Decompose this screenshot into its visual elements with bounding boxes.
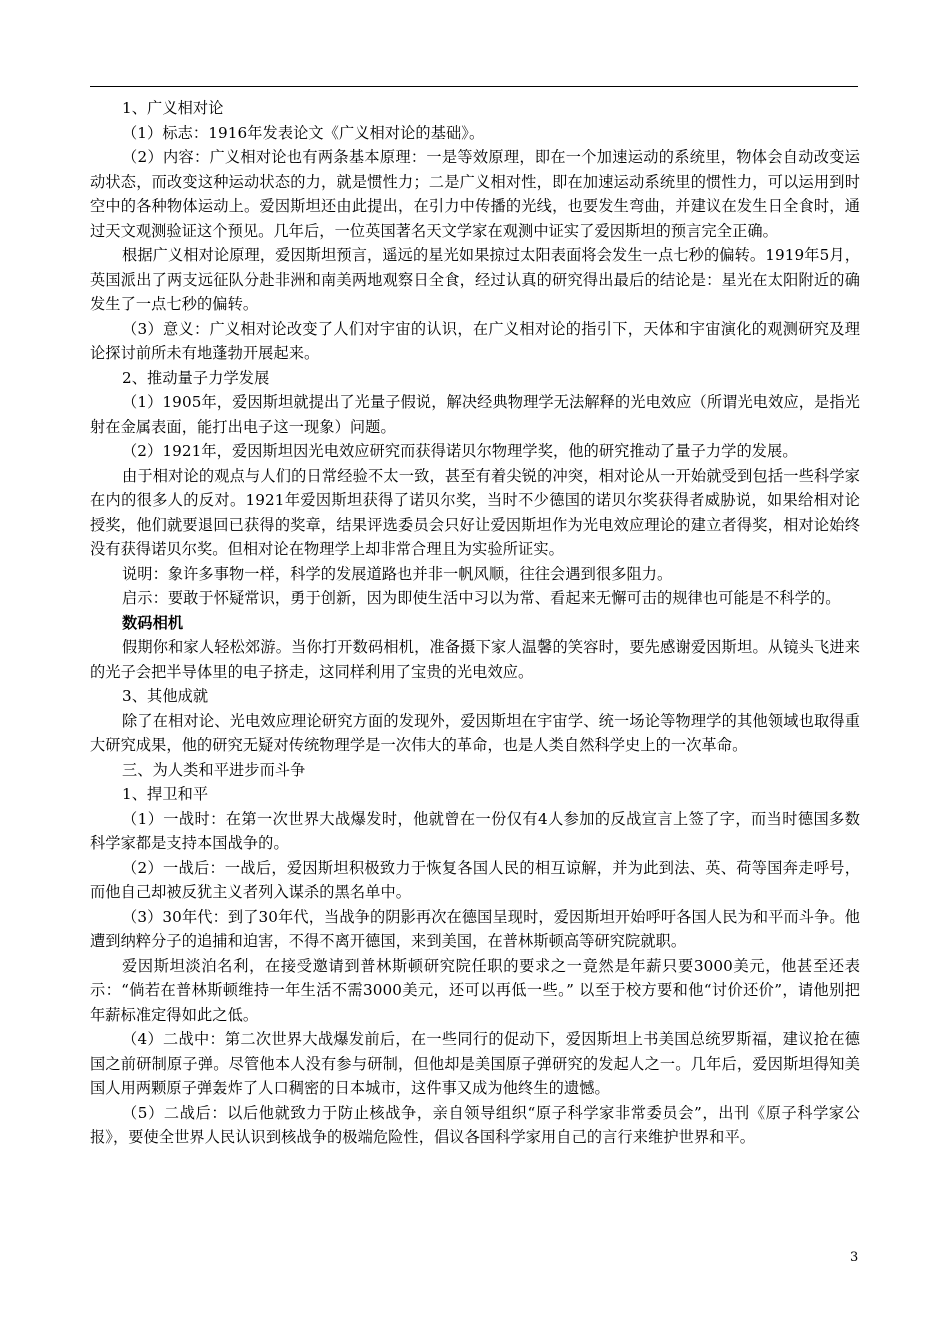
- paragraph: （1）1905年，爱因斯坦就提出了光量子假说，解决经典物理学无法解释的光电效应（所谓光电效应，是指光射在金属表面，能打出电子这一现象）问题。: [90, 393, 860, 436]
- paragraph: （2）1921年，爱因斯坦因光电效应研究而获得诺贝尔物理学奖，他的研究推动了量子力学的发展。: [122, 442, 798, 460]
- paragraph: （1）标志：1916年发表论文《广义相对论的基础》。: [122, 123, 485, 142]
- header-rule: [90, 86, 858, 87]
- paragraph: 除了在相对论、光电效应理论研究方面的发现外，爱因斯坦在宇宙学、统一场论等物理学的其他领域也取得重大研究成果，他的研究无疑对传统物理学是一次伟大的革命，也是人类自然科学史上的一次革命。: [90, 711, 860, 754]
- page-number: 3: [850, 1250, 859, 1265]
- paragraph: 启示：要敢于怀疑常识，勇于创新，因为即使生活中习以为常、看起来无懈可击的规律也可能是不科学的。: [122, 589, 841, 607]
- paragraph: 三、为人类和平进步而斗争: [122, 760, 306, 779]
- section-heading: 数码相机: [122, 613, 184, 632]
- paragraph: 3、其他成就: [122, 687, 209, 705]
- paragraph: 1、捍卫和平: [122, 785, 209, 803]
- paragraph: 说明：象许多事物一样，科学的发展道路也并非一帆风顺，往往会遇到很多阻力。: [122, 564, 673, 583]
- paragraph: （5）二战后：以后他就致力于防止核战争，亲自领导组织“原子科学家非常委员会”，出刊《原子科学家公报》，要使全世界人民认识到核战争的极端危险性，倡议各国科学家用自己的言行来维护世界和平。: [90, 1103, 860, 1146]
- paragraph: （2）内容：广义相对论也有两条基本原理：一是等效原理，即在一个加速运动的系统里，物体会自动改变运动状态，而改变这种运动状态的力，就是惯性力；二是广义相对性，即在加速运动系统里的惯性力，可以运用到时空中的各种物体运动上。爱因斯坦还由此提出，在引力中传播的光线，也要发生弯曲，并建议在发生日全食时，通过天文观测验证这个预见。几年后，一位英国著名天文学家在观测中证实了爱因斯坦的预言完全正确。: [90, 148, 860, 240]
- paragraph: 假期你和家人轻松郊游。当你打开数码相机，准备摄下家人温馨的笑容时，要先感谢爱因斯坦。从镜头飞进来的光子会把半导体里的电子挤走，这同样利用了宝贵的光电效应。: [90, 638, 860, 681]
- paragraph: （4）二战中：第二次世界大战爆发前后，在一些同行的促动下，爱因斯坦上书美国总统罗斯福，建议抢在德国之前研制原子弹。尽管他本人没有参与研制，但他却是美国原子弹研究的发起人之一。几年后，爱因斯坦得知美国人用两颗原子弹轰炸了人口稠密的日本城市，这件事又成为他终生的遗憾。: [90, 1030, 860, 1097]
- document-body: [90, 96, 860, 1150]
- paragraph: （3）意义：广义相对论改变了人们对宇宙的认识，在广义相对论的指引下，天体和宇宙演化的观测研究及理论探讨前所未有地蓬勃开展起来。: [90, 319, 860, 362]
- paragraph: 爱因斯坦淡泊名利，在接受邀请到普林斯顿研究院任职的要求之一竟然是年薪只要3000美元，他甚至还表示：“倘若在普林斯顿维持一年生活不需3000美元，还可以再低一些。” 以至于校方要和他“讨价还价”，请他别把年薪标准定得如此之低。: [90, 956, 860, 1024]
- paragraph: （3）30年代：到了30年代，当战争的阴影再次在德国呈现时，爱因斯坦开始呼吁各国人民为和平而斗争。他遭到纳粹分子的追捕和迫害，不得不离开德国，来到美国，在普林斯顿高等研究院就职。: [90, 907, 860, 950]
- paragraph: （1）一战时：在第一次世界大战爆发时，他就曾在一份仅有4人参加的反战宣言上签了字，而当时德国多数科学家都是支持本国战争的。: [90, 809, 860, 852]
- paragraph: 1、广义相对论: [122, 99, 224, 117]
- paragraph: 2、推动量子力学发展: [122, 368, 270, 387]
- paragraph: 由于相对论的观点与人们的日常经验不太一致，甚至有着尖锐的冲突，相对论从一开始就受到包括一些科学家在内的很多人的反对。1921年爱因斯坦获得了诺贝尔奖，当时不少德国的诺贝尔奖获得者威胁说，如果给相对论授奖，他们就要退回已获得的奖章，结果评选委员会只好让爱因斯坦作为光电效应理论的建立者得奖，相对论始终没有获得诺贝尔奖。但相对论在物理学上却非常合理且为实验所证实。: [90, 466, 860, 558]
- paragraph: （2）一战后：一战后，爱因斯坦积极致力于恢复各国人民的相互谅解，并为此到法、英、荷等国奔走呼号，而他自己却被反犹主义者列入谋杀的黑名单中。: [90, 858, 860, 901]
- paragraph: 根据广义相对论原理，爱因斯坦预言，遥远的星光如果掠过太阳表面将会发生一点七秒的偏转。1919年5月，英国派出了两支远征队分赴非洲和南美两地观察日全食，经过认真的研究得出最后的结论是：星光在太阳附近的确发生了一点七秒的偏转。: [90, 246, 860, 313]
